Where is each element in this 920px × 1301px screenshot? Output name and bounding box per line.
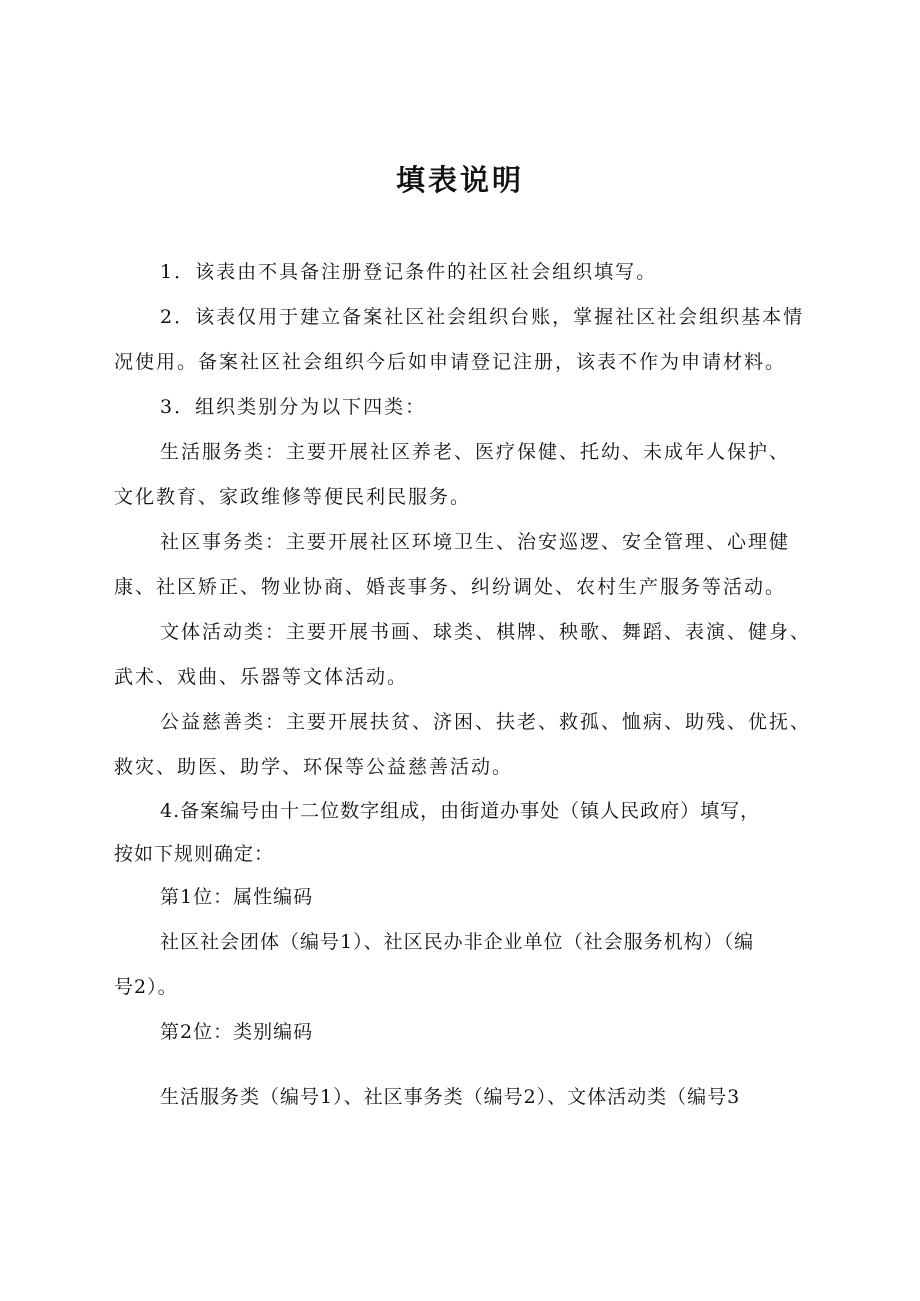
paragraph-line-8: 康、社区矫正、物业协商、婚丧事务、纠纷调处、农村生产服务等活动。 <box>114 576 787 598</box>
paragraph-line-16: 社区社会团体（编号1）、社区民办非企业单位（社会服务机构）（编 <box>160 931 755 953</box>
paragraph-line-3: 况使用。备案社区社会组织今后如申请登记注册，该表不作为申请材料。 <box>114 351 787 373</box>
paragraph-line-17: 号2）。 <box>114 976 178 998</box>
paragraph-line-12: 救灾、助医、助学、环保等公益慈善活动。 <box>114 756 514 778</box>
page-title: 填表说明 <box>395 163 524 197</box>
paragraph-line-15: 第1位：属性编码 <box>160 886 314 908</box>
paragraph-line-1: 1．该表由不具备注册登记条件的社区社会组织填写。 <box>160 261 658 283</box>
paragraph-line-13: 4.备案编号由十二位数字组成，由街道办事处（镇人民政府）填写， <box>160 800 761 822</box>
paragraph-line-18: 第2位：类别编码 <box>160 1021 314 1043</box>
paragraph-line-9: 文体活动类：主要开展书画、球类、棋牌、秧歌、舞蹈、表演、健身、 <box>160 621 812 643</box>
paragraph-line-4: 3．组织类别分为以下四类： <box>160 396 427 418</box>
paragraph-line-11: 公益慈善类：主要开展扶贫、济困、扶老、救孤、恤病、助残、优抚、 <box>160 711 812 733</box>
paragraph-line-14: 按如下规则确定： <box>114 843 275 865</box>
paragraph-line-7: 社区事务类：主要开展社区环境卫生、治安巡逻、安全管理、心理健 <box>160 531 791 553</box>
paragraph-line-19: 生活服务类（编号1）、社区事务类（编号2）、文体活动类（编号3 <box>160 1086 741 1108</box>
paragraph-line-2: 2．该表仅用于建立备案社区社会组织台账，掌握社区社会组织基本情 <box>160 306 805 328</box>
paragraph-line-5: 生活服务类：主要开展社区养老、医疗保健、托幼、未成年人保护、 <box>160 441 791 463</box>
paragraph-line-6: 文化教育、家政维修等便民利民服务。 <box>114 486 472 508</box>
paragraph-line-10: 武术、戏曲、乐器等文体活动。 <box>114 666 409 688</box>
